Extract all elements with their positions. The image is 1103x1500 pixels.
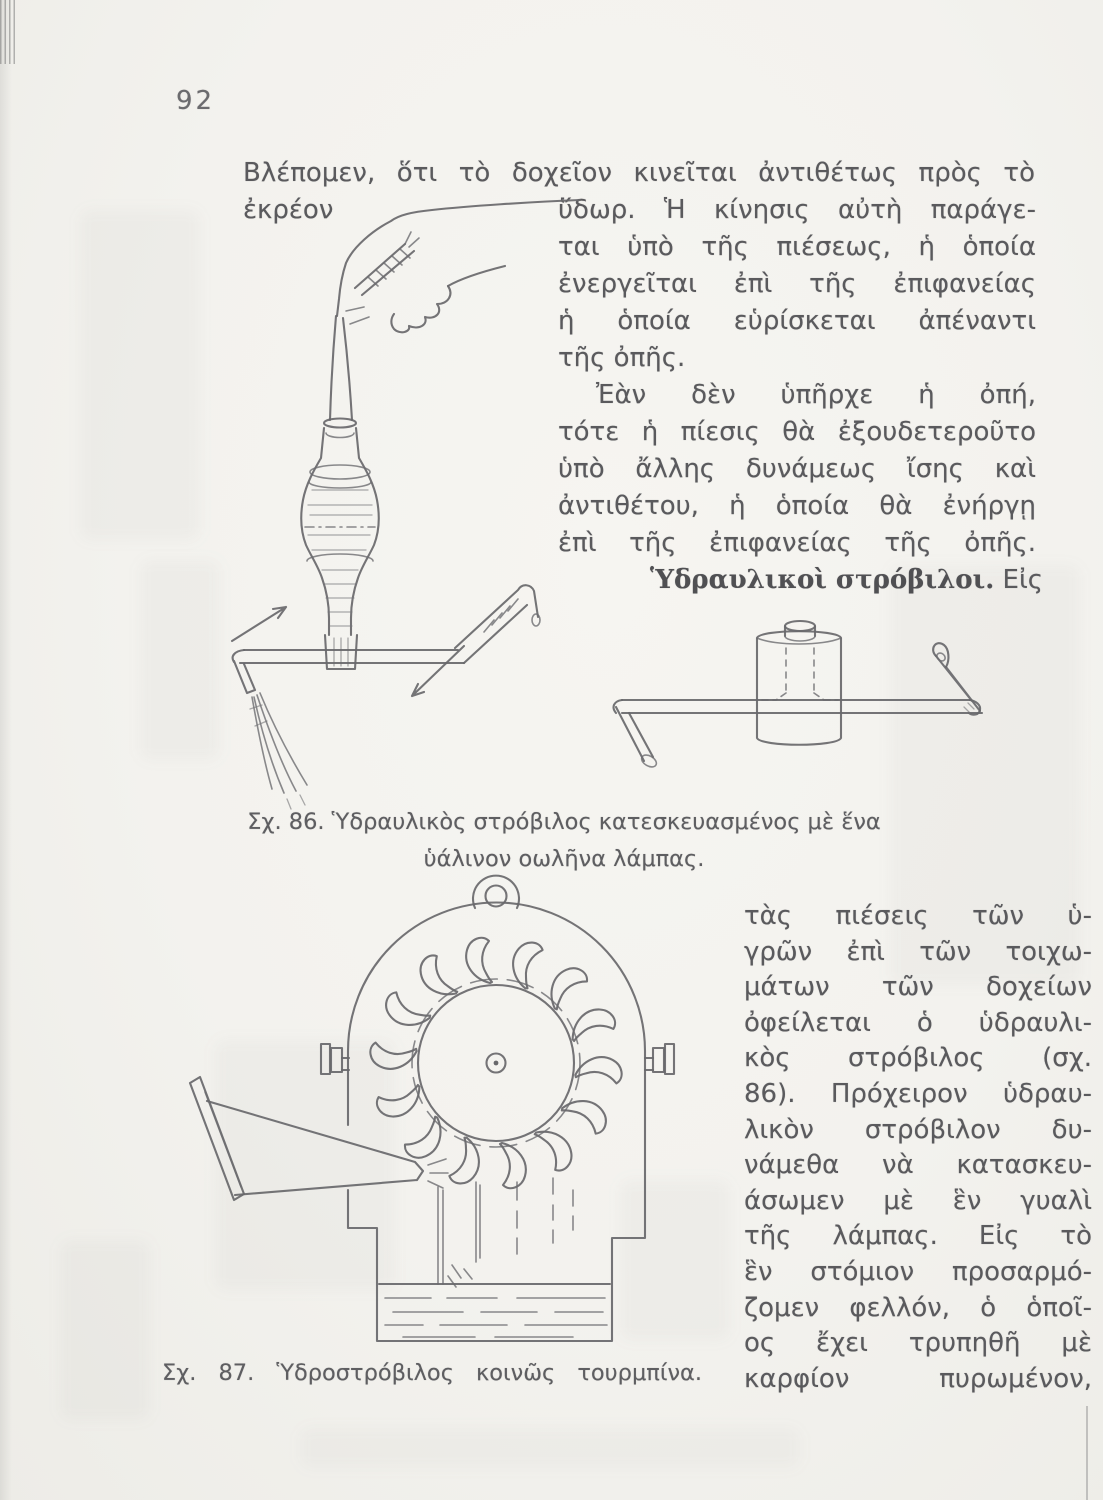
text-line: νάμεθα νὰ κατασκευ- xyxy=(744,1150,1092,1181)
text-column-beside-figure-87 xyxy=(744,899,1092,1397)
bleedthrough-smudge xyxy=(300,1428,800,1468)
text-line: τῆς λάμπας. Εἰς τὸ xyxy=(744,1221,1092,1252)
basin-water xyxy=(379,1284,610,1337)
heading-tail-text: Εἰς xyxy=(994,565,1044,595)
water-spray-drawing xyxy=(250,693,307,809)
text-line: γρῶν ἐπὶ τῶν τοιχω- xyxy=(744,936,1092,967)
section-heading-hydraulic-turbines: Ὑδραυλικοὶ στρόβιλοι. xyxy=(650,565,995,595)
cork-cylinder-detail-drawing xyxy=(614,621,982,769)
text-line: ὑπὸ ἄλλης δυνάμεως ἴσης καὶ xyxy=(558,454,1036,484)
text-line: ζομεν φελλόν, ὁ ὁποῖ- xyxy=(744,1292,1092,1323)
text-line: 86). Πρόχειρον ὑδραυ- xyxy=(744,1078,1092,1109)
turbine-housing xyxy=(348,903,645,1342)
figure-86-illustration xyxy=(200,183,1010,815)
match-stick-drawing xyxy=(355,232,419,295)
text-line: Ἐὰν δὲν ὑπῆρχε ἡ ὀπή, xyxy=(596,380,1036,410)
text-line: τὰς πιέσεις τῶν ὑ- xyxy=(744,901,1092,931)
text-line: τῆς ὀπῆς. xyxy=(558,343,686,373)
figure-86-caption-line2: ὑάλινον οωλῆνα λάμπας. xyxy=(423,846,705,872)
paragraph-first-line: Βλέπομεν, ὅτι τὸ δοχεῖον κινεῖται ἀντιθέτως πρὸς τὸ ἐκρέον xyxy=(243,158,1035,225)
text-line: μάτων τῶν δοχείων xyxy=(744,972,1092,1003)
text-line: τότε ἡ πίεσις θὰ ἐξουδετεροῦτο xyxy=(558,417,1036,447)
text-line: ται ὑπὸ τῆς πιέσεως, ἡ ὁποία xyxy=(558,232,1036,262)
figure-86-caption-line1: Σχ. 86. Ὑδραυλικὸς στρόβιλος κατεσκευασμένος μὲ ἕνα xyxy=(247,809,881,835)
text-line: λικὸν στρόβιλον δυ- xyxy=(744,1114,1092,1145)
text-line: ὀφείλεται ὁ ὑδραυλι- xyxy=(744,1007,1092,1038)
text-line: άσωμεν μὲ ἓν γυαλὶ xyxy=(744,1185,1092,1216)
scan-artifact-line xyxy=(1086,1406,1088,1500)
figure-87-illustration xyxy=(165,860,745,1360)
text-line: ος ἔχει τρυπηθῆ μὲ xyxy=(744,1328,1092,1359)
turbine-wheel xyxy=(367,937,624,1189)
inlet-funnel-chute xyxy=(190,1077,448,1200)
page-number: 92 xyxy=(176,86,216,116)
glass-lamp-tube-drawing xyxy=(301,316,378,635)
text-line: ἐνεργεῖται ἐπὶ τῆς ἐπιφανείας xyxy=(558,269,1036,299)
text-line: κὸς στρόβιλος (σχ. xyxy=(744,1043,1092,1074)
bleedthrough-smudge xyxy=(60,1240,150,1420)
text-line: καρφίον πυρωμένον, xyxy=(744,1363,1092,1394)
text-line: ἓν στόμιον προσαρμό- xyxy=(744,1256,1092,1287)
text-line: ἡ ὁποία εὑρίσκεται ἀπέναντι xyxy=(558,306,1036,336)
page-left-edge-shadow xyxy=(0,0,12,1500)
falling-water-streams xyxy=(438,1178,573,1287)
text-line: ἀντιθέτου, ἡ ὁποία θὰ ἐνήργῃ xyxy=(558,491,1036,521)
bleedthrough-smudge xyxy=(80,210,200,540)
text-line: ἐπὶ τῆς ἐπιφανείας τῆς ὀπῆς. xyxy=(558,528,1036,558)
hand-holding-tube-drawing xyxy=(337,200,580,332)
text-line: ὕδωρ. Ἡ κίνησις αὐτὴ παράγε- xyxy=(558,195,1036,225)
cork-and-bent-tube-drawing xyxy=(233,585,540,693)
figure-87-caption: Σχ. 87. Ὑδροστρόβιλος κοινῶς τουρμπίνα. xyxy=(162,1360,702,1386)
